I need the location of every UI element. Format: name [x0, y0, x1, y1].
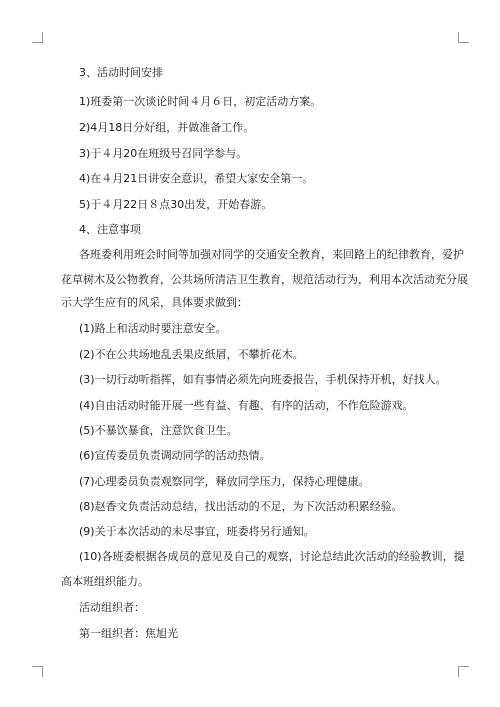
requirement-item: (5)不暴饮暴食，注意饮食卫生。: [79, 424, 238, 437]
requirement-item: (4)自由活动时能开展一些有益、有趣、有序的活动，不作危险游戏。: [79, 399, 414, 412]
schedule-item: 2)4月18日分好组，并做准备工作。: [79, 121, 255, 134]
section-3-heading: 3、活动时间安排: [79, 66, 163, 79]
crop-mark-bottom-right: [458, 666, 469, 677]
schedule-item: 3)于４月20在班级号召同学参与。: [79, 147, 248, 160]
schedule-item: 5)于４月22日８点30出发，开始春游。: [79, 198, 273, 211]
first-organizer: 第一组织者：焦旭光: [79, 627, 178, 640]
crop-mark-bottom-left: [32, 666, 43, 677]
crop-mark-top-left: [32, 32, 43, 43]
intro-paragraph-line: 花草树木及公物教育，公共场所清洁卫生教育，规范活动行为，利用本次活动充分展: [61, 273, 468, 286]
requirement-item: (3)一切行动听指挥，如有事情必须先向班委报告，手机保持开机，好找人。: [79, 373, 447, 386]
requirement-item: (6)宣传委员负责调动同学的活动热情。: [79, 449, 271, 462]
intro-paragraph-line: 示大学生应有的风采，具体要求做到：: [61, 296, 248, 309]
crop-mark-top-right: [458, 32, 469, 43]
requirement-item: (9)关于本次活动的未尽事宜，班委将另行通知。: [79, 525, 315, 538]
intro-paragraph-line: 各班委利用班会时间等加强对同学的交通安全教育，来回路上的纪律教育，爱护: [79, 248, 464, 261]
requirement-item-continuation: 高本班组织能力。: [61, 575, 149, 588]
requirement-item: (10)各班委根据各成员的意见及自己的观察，讨论总结此次活动的经验教训，提: [79, 550, 465, 563]
requirement-item: (1)路上和活动时要注意安全。: [79, 322, 227, 335]
section-4-heading: 4、注意事项: [79, 223, 141, 236]
organizers-label: 活动组织者：: [79, 601, 145, 614]
requirement-item: (7)心理委员负责观察同学，释放同学压力，保持心理健康。: [79, 475, 370, 488]
schedule-item: 1)班委第一次谈论时间４月６日，初定活动方案。: [79, 95, 322, 108]
schedule-item: 4)在４月21日讲安全意识，希望大家安全第一。: [79, 172, 314, 185]
requirement-item: (2)不在公共场地乱丢果皮纸屑，不攀折花木。: [79, 348, 304, 361]
requirement-item: (8)赵香文负责活动总结，找出活动的不足，为下次活动积累经验。: [79, 500, 403, 513]
